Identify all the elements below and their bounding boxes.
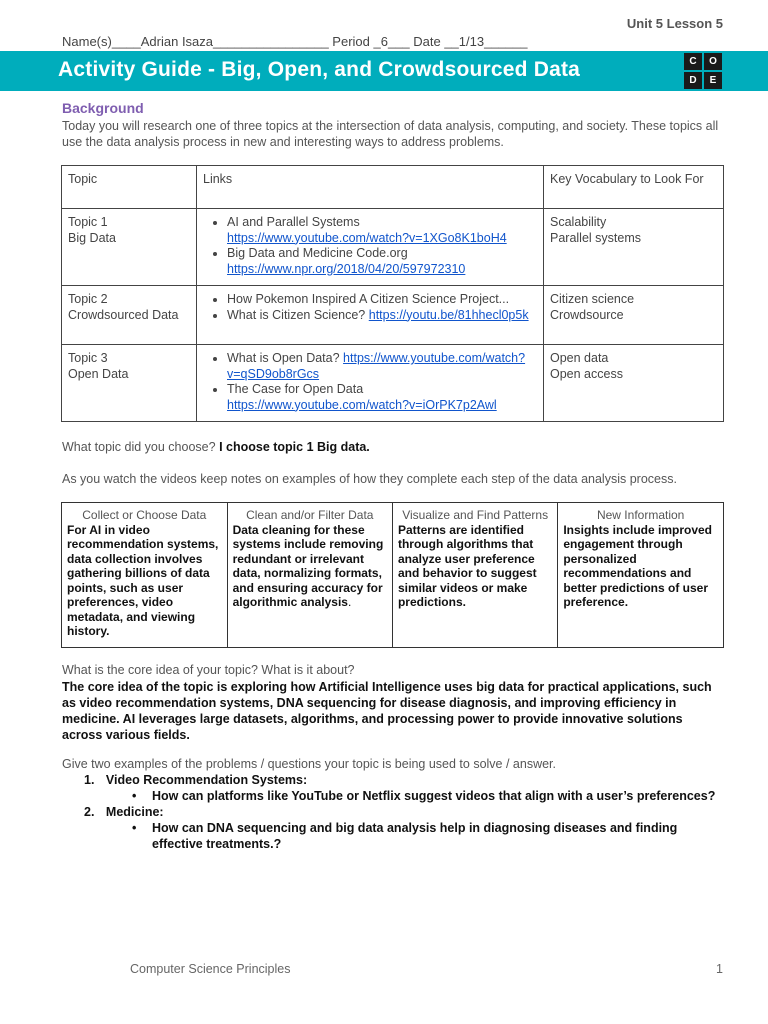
step-notes-text: Data cleaning for these systems include removing redundant or irrelevant data, normalizing formats, and ensuring accuracy for algorithmic analysis [232, 522, 384, 609]
footer-course: Computer Science Principles [130, 962, 291, 976]
links-cell [197, 345, 544, 422]
step-heading: Collect or Choose Data [82, 508, 207, 522]
topic-cell [62, 286, 197, 345]
list-item [227, 246, 537, 277]
logo-letter: C [684, 53, 702, 70]
vocab-term: Crowdsource [550, 307, 624, 322]
sub-item [132, 820, 724, 852]
core-idea-answer: The core idea of the topic is exploring how Artificial Intelligence uses big data for practical applications, such as video recommendation systems, DNA sequencing for disease diagnosis, and improving efficiency in medicine. AI leverages large datasets, algorithms, and processing power to provide innovative solutions across various fields. [62, 680, 712, 742]
vocab-cell [544, 209, 724, 286]
header-links: Links [197, 166, 544, 209]
data-analysis-steps-table [61, 502, 724, 648]
video-link[interactable]: https://www.youtube.com/watch?v=1XGo8K1boH4 [227, 230, 507, 245]
link-title: The Case for Open Data [227, 382, 364, 396]
link-title: What is Citizen Science? [227, 307, 366, 322]
examples-list [84, 772, 724, 852]
sub-item-text: How can platforms like YouTube or Netflix suggest videos that align with a user’s preferences? [152, 789, 716, 803]
step-notes: For AI in video recommendation systems, data collection involves gathering billions of data points, such as user preferences, video metadata, and viewing history. [67, 522, 219, 638]
notes-instruction: As you watch the videos keep notes on examples of how they complete each step of the data analysis process. [62, 472, 677, 486]
link-title: What is Open Data? [227, 351, 340, 365]
step-cell-collect [62, 503, 228, 648]
links-cell [197, 209, 544, 286]
background-text: Today you will research one of three topics at the intersection of data analysis, computing, and society. These topics all use the data analysis process in new and interesting ways to address problems. [62, 119, 719, 149]
table-header-row [62, 166, 724, 209]
list-item [227, 351, 537, 382]
step-notes: Patterns are identified through algorithms that analyze user preference and behavior to suggest similar videos or make predictions. [397, 522, 537, 609]
list-item [84, 804, 724, 820]
step-notes-period: . [347, 595, 352, 609]
background-heading: Background [62, 100, 144, 116]
logo-letter: D [684, 72, 702, 89]
logo-letter: O [704, 53, 722, 70]
code-org-logo [684, 53, 724, 89]
vocab-term: Scalability [550, 215, 607, 229]
step-heading: Visualize and Find Patterns [402, 508, 549, 522]
video-link[interactable]: https://www.youtube.com/watch?v=iOrPK7p2Awl [227, 397, 497, 412]
header-topic: Topic [62, 166, 197, 209]
examples-question: Give two examples of the problems / questions your topic is being used to solve / answer. [62, 757, 557, 771]
vocab-term: Open data [550, 351, 609, 365]
video-link[interactable]: https://www.npr.org/2018/04/20/597972310 [227, 261, 466, 276]
topic-number: Topic 2 [68, 292, 108, 306]
list-item [227, 215, 537, 246]
link-title: AI and Parallel Systems [227, 215, 360, 229]
links-cell [197, 286, 544, 345]
header-vocab: Key Vocabulary to Look For [544, 166, 724, 209]
page-number: 1 [716, 962, 723, 976]
item-title: Medicine: [105, 805, 164, 819]
step-notes [233, 523, 387, 610]
step-heading: New Information [596, 508, 685, 522]
topic-cell [62, 345, 197, 422]
topic-choice [62, 439, 724, 455]
topic-cell [62, 209, 197, 286]
table-row [62, 209, 724, 286]
step-cell-visualize [392, 503, 557, 648]
step-cell-new-info [558, 503, 724, 648]
step-notes: Insights include improved engagement through personalized recommendations and better predictions of user preference. [563, 522, 713, 609]
vocab-term: Citizen science [550, 292, 635, 306]
bullet: • [132, 789, 137, 803]
link-title: Big Data and Medicine Code.org [227, 246, 408, 260]
sub-item [132, 788, 724, 804]
video-link[interactable]: https://youtu.be/81hhecl0p5k [368, 307, 529, 322]
list-item [227, 308, 537, 324]
step-heading: Clean and/or Filter Data [246, 508, 374, 522]
item-number: 1. [84, 773, 95, 787]
topic-name: Crowdsourced Data [68, 307, 179, 322]
vocab-cell [544, 345, 724, 422]
video-link[interactable]: https://www.youtube.com/watch?v=qSD9ob8rGcs [227, 351, 526, 381]
topic-number: Topic 1 [68, 215, 108, 229]
vocab-cell [544, 286, 724, 345]
list-item [84, 772, 724, 788]
item-title: Video Recommendation Systems: [105, 773, 308, 787]
item-number: 2. [84, 805, 95, 819]
table-row [62, 286, 724, 345]
list-item [227, 382, 537, 413]
logo-letter: E [704, 72, 722, 89]
topic-number: Topic 3 [68, 351, 108, 365]
topic-name: Big Data [68, 230, 116, 245]
vocab-term: Open access [550, 366, 623, 381]
sub-item-text: How can DNA sequencing and big data analysis help in diagnosing diseases and finding effective treatments.? [152, 821, 678, 851]
topics-table [61, 165, 724, 422]
step-cell-clean [227, 503, 392, 648]
core-idea-question: What is the core idea of your topic? What is it about? [62, 663, 355, 677]
bullet: • [132, 821, 137, 835]
table-row [62, 503, 724, 648]
topic-name: Open Data [68, 366, 129, 381]
page-title: Activity Guide - Big, Open, and Crowdsourced Data [58, 58, 581, 81]
table-row [62, 345, 724, 422]
link-title: How Pokemon Inspired A Citizen Science Project... [227, 292, 510, 306]
list-item [227, 292, 537, 308]
lesson-label: Unit 5 Lesson 5 [626, 16, 723, 31]
choice-answer: I choose topic 1 Big data. [219, 440, 370, 454]
choice-question: What topic did you choose? [62, 440, 216, 454]
vocab-term: Parallel systems [550, 230, 641, 245]
name-period-date-line: Name(s)____Adrian Isaza________________ Period _6___ Date __1/13______ [62, 34, 528, 49]
